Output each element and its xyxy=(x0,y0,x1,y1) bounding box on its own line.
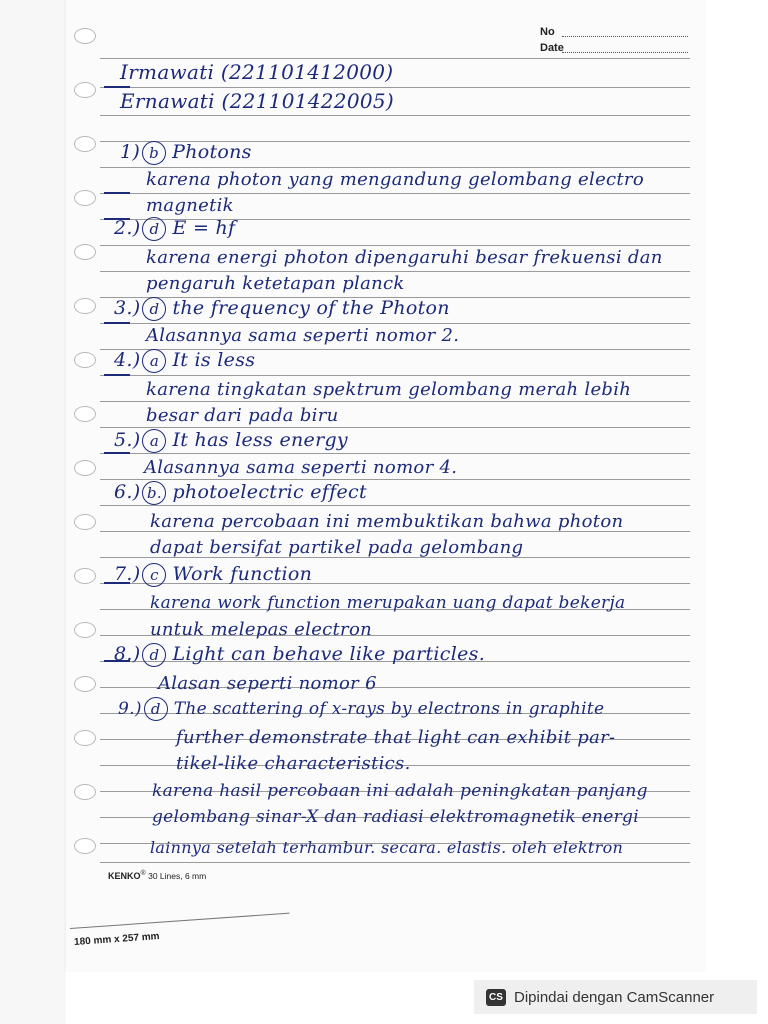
answer-line xyxy=(114,643,485,667)
punch-hole xyxy=(74,244,96,260)
answer-line xyxy=(114,429,348,453)
punch-hole xyxy=(74,676,96,692)
reason-line: karena percobaan ini membuktikan bahwa photon xyxy=(150,511,624,532)
answer-choice-circle: d xyxy=(142,217,166,241)
punch-hole xyxy=(74,190,96,206)
answer-text: photoelectric effect xyxy=(172,481,367,503)
question-number: 7.) xyxy=(114,563,141,585)
punch-hole xyxy=(74,784,96,800)
answer-choice-circle: a xyxy=(142,429,166,453)
answer-line xyxy=(114,563,312,587)
reason-line: Alasannya sama seperti nomor 2. xyxy=(146,325,460,346)
date-label: Date xyxy=(540,42,564,54)
question-number: 4.) xyxy=(114,349,141,371)
answer-line xyxy=(118,697,604,721)
notebook-brand xyxy=(108,869,206,881)
answer-choice-circle: d xyxy=(142,297,166,321)
ruled-line xyxy=(100,479,690,480)
answer-line xyxy=(120,141,252,165)
punch-hole xyxy=(74,622,96,638)
answer-choice-circle: d xyxy=(142,643,166,667)
reason-line: dapat bersifat partikel pada gelombang xyxy=(150,537,524,558)
answer-line xyxy=(114,349,255,373)
camscanner-text: Dipindai dengan CamScanner xyxy=(514,988,715,1006)
punch-hole xyxy=(74,136,96,152)
punch-hole xyxy=(74,460,96,476)
brand-name: KENKO xyxy=(108,870,141,881)
answer-line xyxy=(114,217,235,241)
question-number: 2.) xyxy=(114,217,141,239)
scan-background xyxy=(0,0,66,1024)
ruled-line xyxy=(100,115,690,116)
ruled-line xyxy=(100,87,690,88)
reason-line: besar dari pada biru xyxy=(146,405,339,426)
reason-line: Alasannya sama seperti nomor 4. xyxy=(144,457,458,478)
answer-text: Light can behave like particles. xyxy=(172,643,486,665)
question-number: 1) xyxy=(120,141,141,163)
margin-dash xyxy=(104,374,130,376)
punch-hole xyxy=(74,298,96,314)
ruled-line xyxy=(100,167,690,168)
reason-line: Alasan seperti nomor 6 xyxy=(158,673,377,694)
punch-hole xyxy=(74,406,96,422)
answer-choice-circle: b xyxy=(142,141,166,165)
answer-text: Work function xyxy=(172,563,313,585)
ruling-spec: 30 Lines, 6 mm xyxy=(148,870,207,881)
reason-line: karena work function merupakan uang dapat bekerja xyxy=(150,593,626,613)
ruled-line xyxy=(100,323,690,324)
answer-text: It has less energy xyxy=(172,429,348,451)
ruled-line xyxy=(100,401,690,402)
margin-dash xyxy=(104,322,130,324)
ruled-line xyxy=(100,427,690,428)
ruled-line xyxy=(100,245,690,246)
ruled-line xyxy=(100,58,690,59)
brand-registered-mark: ® xyxy=(140,869,146,877)
answer-choice-circle: c xyxy=(142,563,166,587)
no-field-line xyxy=(562,36,688,37)
reason-line: magnetik xyxy=(146,195,234,216)
margin-dash xyxy=(104,86,130,88)
punch-hole xyxy=(74,568,96,584)
answer-text: The scattering of x-rays by electrons in graphite xyxy=(173,699,605,719)
reason-line: lainnya setelah terhambur. secara. elastis. oleh elektron xyxy=(150,838,624,857)
reason-line: gelombang sinar-X dan radiasi elektromagnetik energi xyxy=(152,807,639,827)
question-number: 6.) xyxy=(114,481,141,503)
reason-line: karena hasil percobaan ini adalah peningkatan panjang xyxy=(152,781,648,801)
student-name-1: Irmawati (221101412000) xyxy=(120,60,394,84)
margin-dash xyxy=(104,192,130,194)
reason-line: karena photon yang mengandung gelombang electro xyxy=(146,169,644,190)
answer-line: tikel-like characteristics. xyxy=(176,753,411,774)
student-name-2: Ernawati (221101422005) xyxy=(120,89,394,113)
paper-size: 180 mm x 257 mm xyxy=(73,931,160,948)
punch-hole xyxy=(74,28,96,44)
question-number: 3.) xyxy=(114,297,141,319)
ruled-line xyxy=(100,862,690,863)
answer-text: Photons xyxy=(172,141,252,163)
question-number: 8.) xyxy=(114,643,141,665)
answer-text: It is less xyxy=(172,349,256,371)
question-number: 9.) xyxy=(118,699,142,719)
reason-line: untuk melepas electron xyxy=(150,619,372,640)
punch-hole xyxy=(74,514,96,530)
date-field-line xyxy=(562,52,688,53)
answer-line xyxy=(114,481,367,505)
ruled-line xyxy=(100,375,690,376)
reason-line: karena energi photon dipengaruhi besar frekuensi dan xyxy=(146,247,663,268)
answer-line xyxy=(114,297,450,321)
reason-line: pengaruh ketetapan planck xyxy=(146,273,405,294)
answer-line: further demonstrate that light can exhibit par- xyxy=(176,727,616,748)
ruled-line xyxy=(100,505,690,506)
punch-hole xyxy=(74,82,96,98)
answer-choice-circle: a xyxy=(142,349,166,373)
question-number: 5.) xyxy=(114,429,141,451)
camscanner-watermark xyxy=(474,980,757,1014)
answer-text: the frequency of the Photon xyxy=(172,297,450,319)
camscanner-icon: CS xyxy=(486,989,506,1006)
punch-hole xyxy=(74,838,96,854)
ruled-line xyxy=(100,271,690,272)
ruled-line xyxy=(100,193,690,194)
no-label: No xyxy=(540,26,555,38)
reason-line: karena tingkatan spektrum gelombang merah lebih xyxy=(146,379,632,400)
punch-hole xyxy=(74,352,96,368)
punch-hole xyxy=(74,730,96,746)
answer-choice-circle: b. xyxy=(142,481,166,505)
answer-text: E = hf xyxy=(172,217,236,239)
answer-choice-circle: d xyxy=(144,697,168,721)
ruled-line xyxy=(100,453,690,454)
